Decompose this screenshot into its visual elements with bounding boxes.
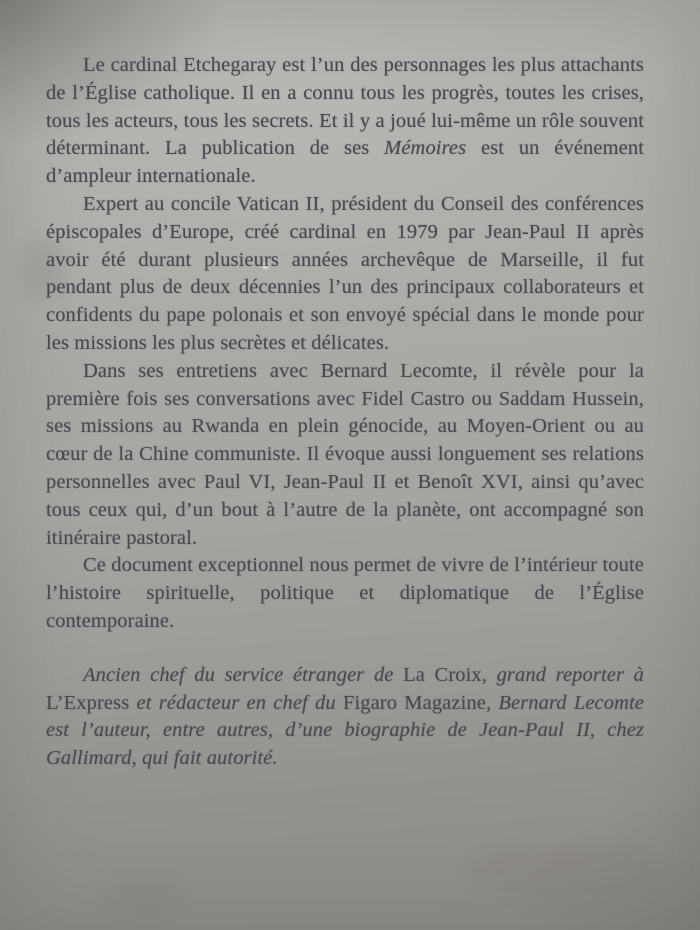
paper-stain — [470, 845, 660, 900]
journal-l-express: L’Express — [46, 691, 130, 714]
text-segment: et rédacteur en chef du — [129, 691, 343, 714]
paragraph-intro — [46, 52, 644, 191]
text-segment: Dans ses entretiens avec Bernard Lecomte, il révèle pour la première fois ses conversations avec Fidel Castro ou Saddam Hussein, ses missions au Rwanda en plein génocide, au Moyen-Orient ou au cœur de la Chine communiste. Il évoque aussi longuement ses relations personnelles avec Paul VI, Jean-Paul II et Benoît XVI, ainsi qu’avec tous ceux qui, d’un bout à l’autre de la planète, ont accompagné son itinéraire pastoral. — [46, 359, 644, 549]
back-cover-text-block — [46, 52, 644, 773]
journal-la-croix: La Croix — [403, 663, 482, 686]
text-segment: est un événement d’ampleur internationale. — [46, 137, 644, 188]
paragraph-author-bio — [46, 662, 644, 773]
magazine-figaro: Figaro Magazine — [342, 691, 486, 714]
paper-stain — [105, 880, 185, 914]
work-title-memoires: Mémoires — [384, 137, 467, 160]
text-segment: , grand reporter à — [481, 663, 644, 686]
text-segment: Le cardinal Etchegaray est l’un des personnages les plus attachants de l’Église catholique. Il en a connu tous les progrès, toutes les crises, tous les acteurs, tous les secrets. Et il y a joué lui-même un rôle souvent déterminant. La publication de ses — [46, 54, 644, 160]
text-segment: Ce document exceptionnel nous permet de vivre de l’intérieur toute l’histoire spirituelle, politique et diplomatique de l’Église contemporaine. — [46, 554, 644, 632]
text-segment: Ancien chef du service étranger de — [83, 663, 404, 686]
paragraph-revelations — [46, 358, 644, 553]
paragraph-document — [46, 552, 644, 635]
paragraph-career — [46, 191, 644, 358]
text-segment: , Bernard Lecomte est l’auteur, entre autres, d’une biographie de Jean-Paul II, chez Gallimard, qui fait autorité. — [46, 691, 645, 770]
text-segment: Expert au concile Vatican II, président du Conseil des conférences épiscopales d’Europe, créé cardinal en 1979 par Jean-Paul II après avoir été durant plusieurs années archevêque de Marseille, il fut pendant plus de deux décennies l’un des principaux collaborateurs et confidents du pape polonais et son envoyé spécial dans le monde pour les missions les plus secrètes et délicates. — [46, 192, 644, 354]
